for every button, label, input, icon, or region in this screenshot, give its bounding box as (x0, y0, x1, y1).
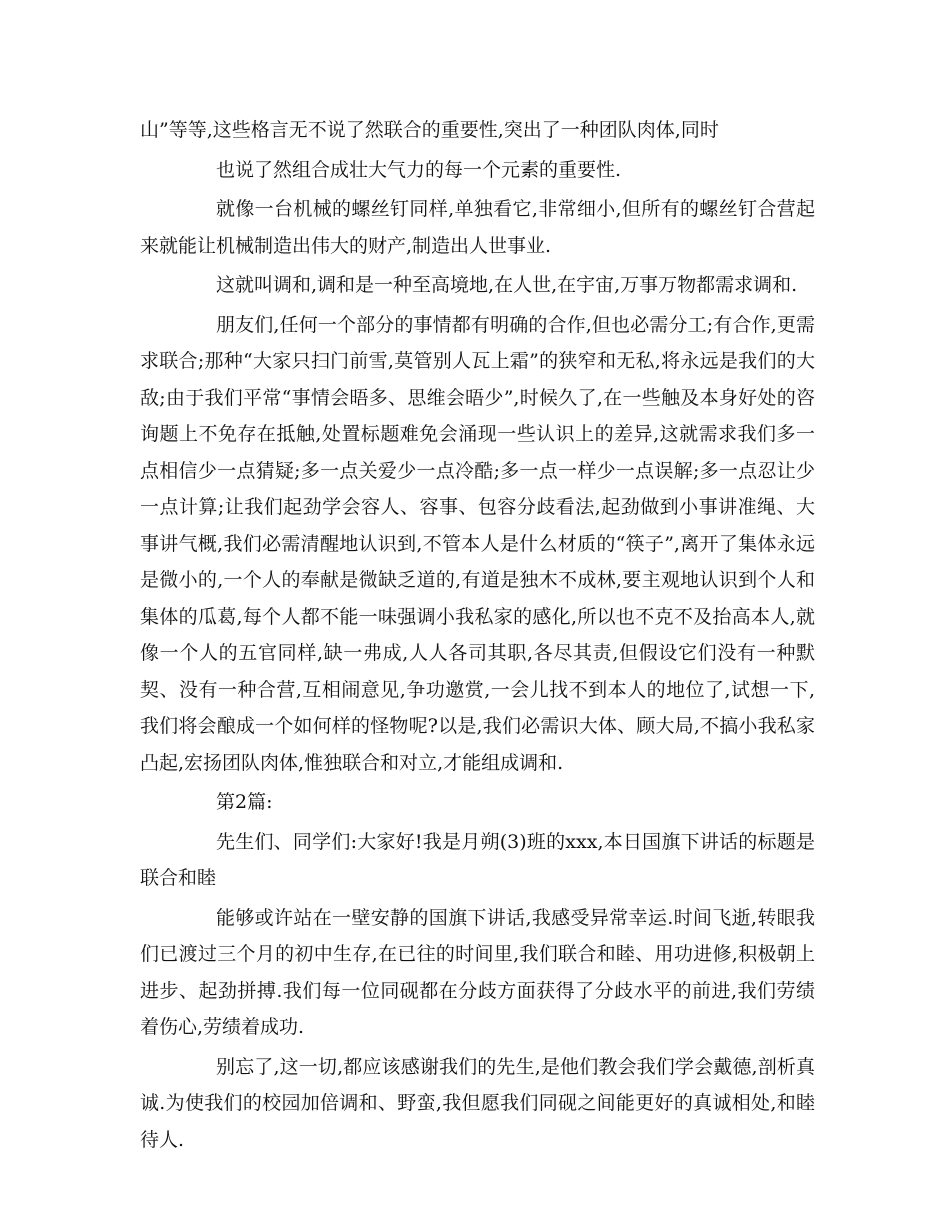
paragraph: 这就叫调和,调和是一种至高境地,在人世,在宇宙,万事万物都需求调和. (216, 274, 798, 296)
paragraph: 朋友们,任何一个部分的事情都有明确的合作,但也必需分工;有合作,更需求联合;那种“大家只扫门前雪,莫管别人瓦上霜”的狭窄和无私,将永远是我们的大敌;由于我们平常“事情会晤多、思维会晤少”,时候久了,在一些触及本身好处的咨询题上不免存在抵触,处置标题难免会涌现一些认识上的差异,这就需求我们多一点相信少一点猜疑;多一点关爱少一点冷酷;多一点一样少一点误解;多一点忍让少一点计算;让我们起劲学会容人、容事、包容分歧看法,起劲做到小事讲准绳、大事讲气概,我们必需清醒地认识到,不管本人是什么材质的“筷子”,离开了集体永远是微小的,一个人的奉献是微缺乏道的,有道是独木不成林,要主观地认识到个人和集体的瓜葛,每个人都不能一味强调小我私家的感化,所以也不克不及抬高本人,就像一个人的五官同样,缺一弗成,人人各司其职,各尽其责,但假设它们没有一种默契、没有一种合营,互相闹意见,争功邀赏,一会儿找不到本人的地位了,试想一下,我们将会酿成一个如何样的怪物呢?以是,我们必需识大体、顾大局,不搞小我私家凸起,宏扬团队肉体,惟独联合和对立,才能组成调和. (140, 313, 815, 774)
paragraph: 能够或许站在一壁安静的国旗下讲话,我感受异常幸运.时间飞逝,转眼我们已渡过三个月的初中生存,在已往的时间里,我们联合和睦、用功进修,积极朝上进步、起劲拼搏.我们每一位同砚都在分歧方面获得了分歧水平的前进,我们劳绩着伤心,劳绩着成功. (140, 906, 815, 1038)
document-body (140, 112, 815, 1161)
paragraph: 先生们、同学们:大家好!我是月朔(3)班的xxx,本日国旗下讲话的标题是联合和睦 (140, 830, 815, 889)
section-heading: 第2篇: (216, 791, 273, 813)
paragraph: 别忘了,这一切,都应该感谢我们的先生,是他们教会我们学会戴德,剖析真诚.为使我们的校园加倍调和、野蛮,我但愿我们同砚之间能更好的真诚相处,和睦待人. (140, 1055, 815, 1151)
paragraph: 也说了然组合成壮大气力的每一个元素的重要性. (216, 158, 622, 181)
paragraph-continuation: 山”等等,这些格言无不说了然联合的重要性,突出了一种团队肉体,同时 (140, 119, 719, 141)
paragraph: 就像一台机械的螺丝钉同样,单独看它,非常细小,但所有的螺丝钉合营起来就能让机械制造出伟大的财产,制造出人世事业. (140, 198, 815, 257)
